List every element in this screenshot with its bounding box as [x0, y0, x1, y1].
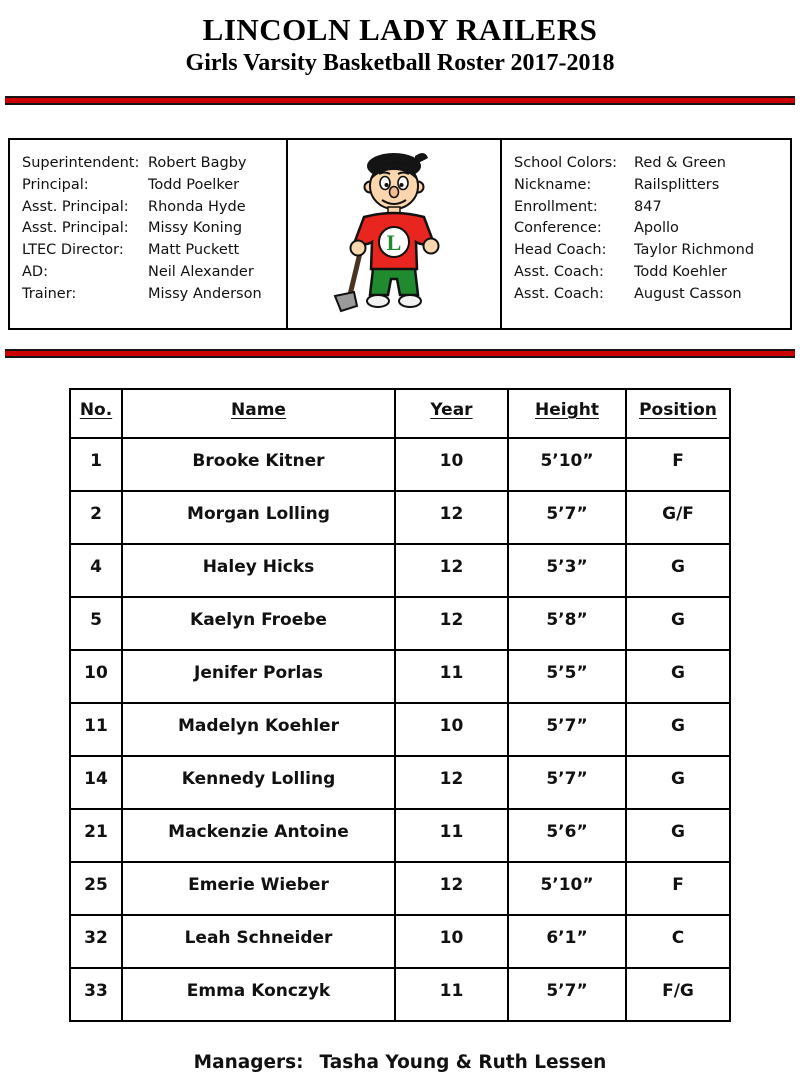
table-cell: G [626, 597, 730, 650]
table-row [70, 597, 730, 650]
info-value: Todd Koehler [634, 263, 727, 280]
column-header [122, 389, 395, 438]
info-label: Principal: [22, 176, 89, 193]
table-cell: G/F [626, 491, 730, 544]
table-cell: 12 [395, 597, 508, 650]
red-divider-top [5, 96, 795, 105]
table-cell: 12 [395, 756, 508, 809]
info-line [514, 175, 790, 197]
info-line [22, 262, 286, 284]
table-cell: Leah Schneider [122, 915, 395, 968]
info-label: Asst. Coach: [514, 263, 604, 280]
info-value: Missy Anderson [148, 285, 262, 302]
info-label: School Colors: [514, 155, 618, 171]
info-line [22, 153, 286, 175]
mascot-letter: L [386, 230, 402, 255]
table-cell: F/G [626, 968, 730, 1021]
table-row [70, 968, 730, 1021]
table-cell: Haley Hicks [122, 544, 395, 597]
column-header [395, 389, 508, 438]
table-cell: 1 [70, 438, 122, 491]
info-label: Enrollment: [514, 198, 598, 215]
table-cell: G [626, 756, 730, 809]
roster-table-head [70, 389, 730, 438]
table-cell: 32 [70, 915, 122, 968]
table-cell: F [626, 438, 730, 491]
info-right-column [502, 140, 790, 328]
info-value: Rhonda Hyde [148, 198, 246, 215]
table-cell: 11 [395, 809, 508, 862]
table-cell: 5’7” [508, 703, 626, 756]
mascot-image [318, 149, 470, 319]
table-cell: G [626, 544, 730, 597]
info-value: Red & Green [634, 155, 726, 171]
info-line [514, 240, 790, 262]
table-row [70, 809, 730, 862]
table-cell: 5’7” [508, 968, 626, 1021]
info-label: Trainer: [22, 285, 77, 302]
table-cell: 6’1” [508, 915, 626, 968]
info-label: Asst. Coach: [514, 285, 604, 302]
column-header-label: Position [639, 400, 717, 420]
info-line [514, 153, 790, 175]
table-cell: 10 [395, 915, 508, 968]
info-line [22, 175, 286, 197]
info-line [514, 262, 790, 284]
table-cell: G [626, 650, 730, 703]
managers-value: Tasha Young & Ruth Lessen [319, 1052, 607, 1073]
roster-table-body [70, 438, 730, 1021]
info-value: Robert Bagby [148, 155, 247, 171]
table-cell: 21 [70, 809, 122, 862]
info-label: Superintendent: [22, 155, 140, 171]
table-cell: C [626, 915, 730, 968]
info-value: 847 [634, 198, 662, 215]
table-cell: Morgan Lolling [122, 491, 395, 544]
header-row [70, 389, 730, 438]
info-line [22, 240, 286, 262]
info-value: Neil Alexander [148, 263, 254, 280]
table-cell: 10 [395, 703, 508, 756]
table-row [70, 544, 730, 597]
table-row [70, 438, 730, 491]
table-cell: 10 [70, 650, 122, 703]
info-label: Asst. Principal: [22, 198, 129, 215]
table-cell: 5 [70, 597, 122, 650]
table-cell: 5’8” [508, 597, 626, 650]
table-cell: 4 [70, 544, 122, 597]
info-value: August Casson [634, 285, 742, 302]
info-label: Nickname: [514, 176, 592, 193]
table-cell: G [626, 809, 730, 862]
table-cell: 5’7” [508, 756, 626, 809]
info-label: Head Coach: [514, 242, 607, 259]
table-row [70, 703, 730, 756]
info-line [514, 284, 790, 306]
table-cell: 10 [395, 438, 508, 491]
column-header-label: No. [79, 400, 113, 420]
page-title: LINCOLN LADY RAILERS [202, 12, 598, 47]
info-value: Apollo [634, 220, 679, 237]
table-cell: 5’10” [508, 862, 626, 915]
table-cell: 33 [70, 968, 122, 1021]
table-row [70, 862, 730, 915]
info-label: AD: [22, 263, 48, 280]
page-subtitle: Girls Varsity Basketball Roster 2017-2018 [185, 50, 615, 76]
table-cell: 11 [70, 703, 122, 756]
table-cell: Kaelyn Froebe [122, 597, 395, 650]
table-row [70, 756, 730, 809]
table-cell: 11 [395, 650, 508, 703]
table-cell: F [626, 862, 730, 915]
column-header [508, 389, 626, 438]
table-cell: 11 [395, 968, 508, 1021]
table-cell: 2 [70, 491, 122, 544]
table-cell: 12 [395, 544, 508, 597]
info-value: Taylor Richmond [634, 242, 755, 259]
column-header-label: Height [535, 400, 599, 420]
info-line [22, 197, 286, 219]
table-cell: Brooke Kitner [122, 438, 395, 491]
table-cell: 5’3” [508, 544, 626, 597]
info-line [514, 197, 790, 219]
table-cell: 12 [395, 491, 508, 544]
table-cell: Madelyn Koehler [122, 703, 395, 756]
table-cell: Kennedy Lolling [122, 756, 395, 809]
info-value: Missy Koning [148, 220, 243, 237]
column-header-label: Name [231, 400, 286, 420]
table-cell: Emma Konczyk [122, 968, 395, 1021]
table-cell: 14 [70, 756, 122, 809]
table-cell: 5’7” [508, 491, 626, 544]
column-header [70, 389, 122, 438]
table-cell: 5’5” [508, 650, 626, 703]
managers-label: Managers: [193, 1052, 304, 1073]
table-cell: 12 [395, 862, 508, 915]
info-label: Conference: [514, 220, 602, 237]
table-row [70, 650, 730, 703]
info-value: Matt Puckett [148, 242, 240, 259]
column-header [626, 389, 730, 438]
info-label: Asst. Principal: [22, 220, 129, 237]
info-panel [8, 138, 792, 330]
table-row [70, 915, 730, 968]
info-left-column [10, 140, 288, 328]
table-cell: Jenifer Porlas [122, 650, 395, 703]
mascot-cell [288, 140, 502, 328]
info-line [22, 284, 286, 306]
red-divider-bottom [5, 349, 795, 358]
info-value: Todd Poelker [148, 176, 240, 193]
info-line [514, 218, 790, 240]
table-cell: Mackenzie Antoine [122, 809, 395, 862]
table-cell: 5’6” [508, 809, 626, 862]
table-cell: 5’10” [508, 438, 626, 491]
info-label: LTEC Director: [22, 242, 124, 259]
column-header-label: Year [430, 400, 473, 420]
roster-table [69, 388, 731, 1022]
info-line [22, 218, 286, 240]
table-cell: 25 [70, 862, 122, 915]
table-row [70, 491, 730, 544]
info-value: Railsplitters [634, 176, 720, 193]
managers-line [0, 1052, 800, 1073]
table-cell: G [626, 703, 730, 756]
axe-head-icon [335, 292, 357, 311]
table-cell: Emerie Wieber [122, 862, 395, 915]
